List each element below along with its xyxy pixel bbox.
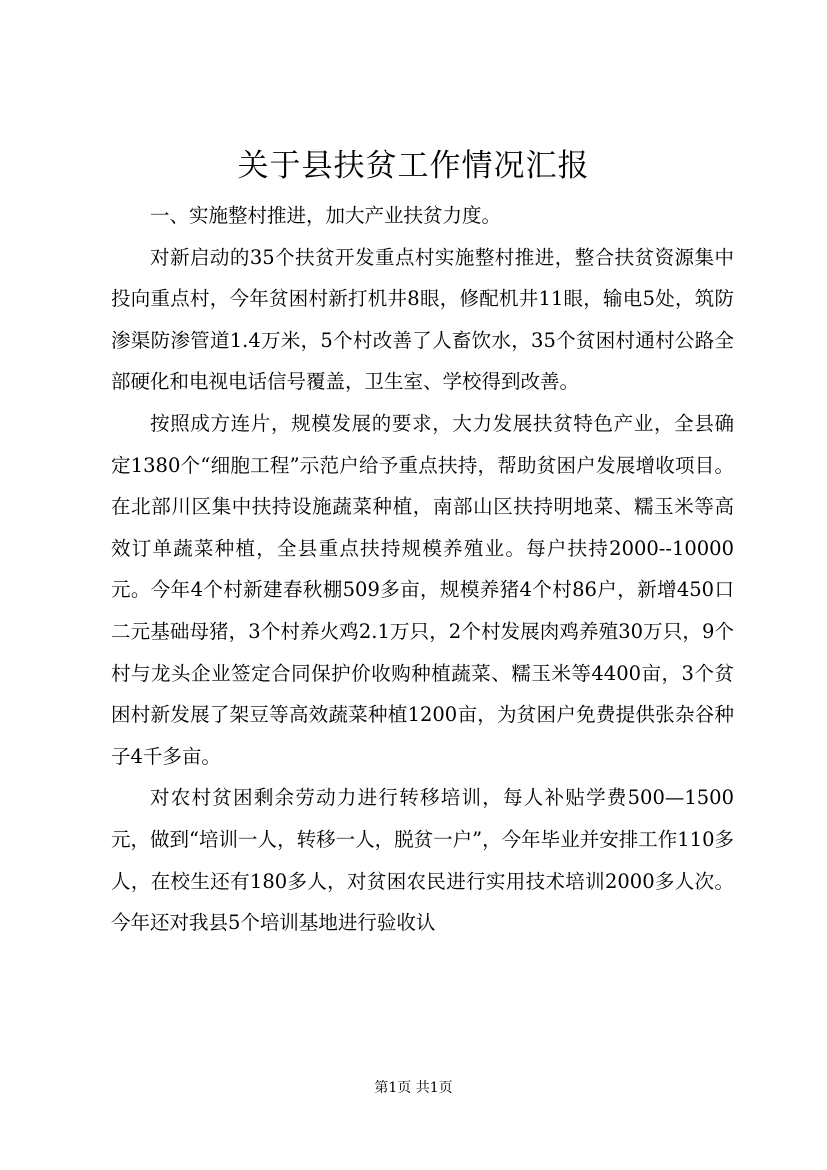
paragraph: 对新启动的35个扶贫开发重点村实施整村推进，整合扶贫资源集中投向重点村，今年贫困村新打机井8眼，修配机井11眼，输电5处，筑防渗渠防渗管道1.4万米，5个村改善了人畜饮水，35个贫困村通村公路全部硬化和电视电话信号覆盖，卫生室、学校得到改善。 <box>111 245 734 394</box>
document-body <box>111 195 734 944</box>
document-title: 关于县扶贫工作情况汇报 <box>237 148 590 184</box>
paragraph: 对农村贫困剩余劳动力进行转移培训，每人补贴学费500—1500元，做到“培训一人，转移一人，脱贫一户”，今年毕业并安排工作110多人，在校生还有180多人，对贫困农民进行实用技术培训2000多人次。今年还对我县5个培训基地进行验收认 <box>111 786 734 935</box>
paragraph: 按照成方连片，规模发展的要求，大力发展扶贫特色产业，全县确定1380个“细胞工程”示范户给予重点扶持，帮助贫困户发展增收项目。在北部川区集中扶持设施蔬菜种植，南部山区扶持明地菜、糯玉米等高效订单蔬菜种植，全县重点扶持规模养殖业。每户扶持2000--10000元。今年4个村新建春秋棚509多亩，规模养猪4个村86户，新增450口二元基础母猪，3个村养火鸡2.1万只，2个村发展肉鸡养殖30万只，9个村与龙头企业签定合同保护价收购种植蔬菜、糯玉米等4400亩，3个贫困村新发展了架豆等高效蔬菜种植1200亩，为贫困户免费提供张杂谷种子4千多亩。 <box>111 411 734 768</box>
page-number-footer: 第1页 共1页 <box>374 1080 453 1096</box>
section-heading: 一、实施整村推进，加大产业扶贫力度。 <box>150 204 502 227</box>
